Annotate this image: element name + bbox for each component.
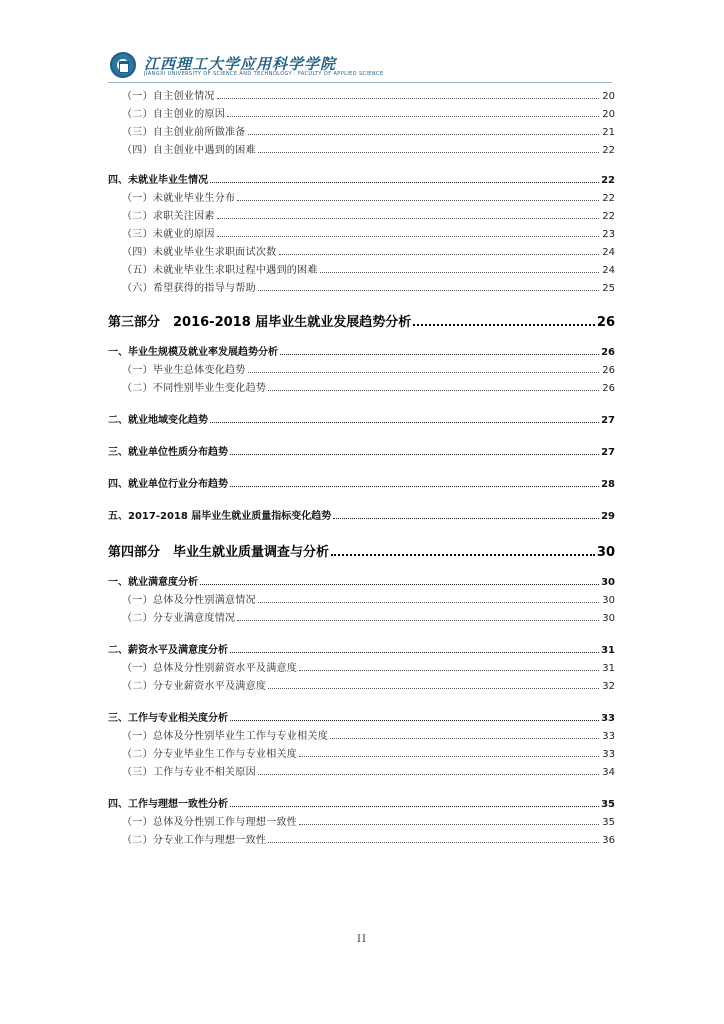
- toc-entry-title: 四、就业单位行业分布趋势: [108, 479, 228, 490]
- toc-entry-title: （二）分专业毕业生工作与专业相关度: [122, 749, 298, 760]
- toc-leader-dots: [230, 805, 599, 807]
- toc-leader-dots: [248, 371, 599, 373]
- school-name-en: JIANGXI UNIVERSITY OF SCIENCE AND TECHNOLOGY · FACULTY OF APPLIED SCIENCE: [144, 71, 384, 77]
- toc-subsection-entry[interactable]: [108, 724, 615, 742]
- toc-subsection-entry[interactable]: [108, 102, 615, 120]
- toc-leader-dots: [268, 841, 599, 843]
- toc-subsection-entry[interactable]: [108, 358, 615, 376]
- toc-entry-page: 29: [601, 511, 615, 522]
- toc-subsection-entry[interactable]: [108, 258, 615, 276]
- toc-entry-page: 34: [602, 767, 615, 778]
- toc-entry-page: 35: [602, 817, 615, 828]
- toc-entry-page: 31: [601, 645, 615, 656]
- toc-entry-title: （三）未就业的原因: [122, 229, 215, 240]
- toc-entry-page: 24: [602, 247, 615, 258]
- toc-leader-dots: [230, 719, 599, 721]
- toc-section-entry[interactable]: [108, 792, 615, 810]
- toc-leader-dots: [210, 421, 599, 423]
- toc-entry-page: 33: [602, 731, 615, 742]
- toc-entry-page: 24: [602, 265, 615, 276]
- toc-entry-title: 二、薪资水平及满意度分析: [108, 645, 228, 656]
- toc-entry-title: （二）自主创业的原因: [122, 109, 225, 120]
- toc-subsection-entry[interactable]: [108, 120, 615, 138]
- toc-leader-dots: [331, 553, 595, 556]
- toc-leader-dots: [330, 737, 599, 739]
- toc-section-entry[interactable]: [108, 340, 615, 358]
- toc-leader-dots: [210, 181, 599, 183]
- toc-entry-page: 20: [602, 91, 615, 102]
- toc-section-entry[interactable]: [108, 408, 615, 426]
- toc-entry-title: （一）自主创业情况: [122, 91, 215, 102]
- toc-leader-dots: [237, 199, 599, 201]
- toc-leader-dots: [217, 217, 599, 219]
- toc-entry-page: 30: [596, 545, 615, 560]
- toc-entry-page: 26: [602, 383, 615, 394]
- toc-subsection-entry[interactable]: [108, 810, 615, 828]
- toc-entry-page: 30: [602, 595, 615, 606]
- toc-entry-page: 26: [596, 315, 615, 330]
- toc-leader-dots: [237, 619, 599, 621]
- toc-entry-title: 第三部分 2016-2018 届毕业生就业发展趋势分析: [108, 315, 412, 330]
- toc-entry-title: （二）分专业薪资水平及满意度: [122, 681, 267, 692]
- toc-entry-title: （一）总体及分性别毕业生工作与专业相关度: [122, 731, 328, 742]
- toc-entry-title: （一）未就业毕业生分布: [122, 193, 236, 204]
- toc-entry-title: （五）未就业毕业生求职过程中遇到的困难: [122, 265, 318, 276]
- toc-entry-page: 21: [602, 127, 615, 138]
- toc-entry-title: 一、毕业生规模及就业率发展趋势分析: [108, 347, 278, 358]
- toc-leader-dots: [280, 353, 599, 355]
- toc-entry-title: 五、2017-2018 届毕业生就业质量指标变化趋势: [108, 511, 332, 522]
- toc-section-entry[interactable]: [108, 168, 615, 186]
- toc-entry-title: 一、就业满意度分析: [108, 577, 198, 588]
- toc-entry-title: （六）希望获得的指导与帮助: [122, 283, 256, 294]
- toc-entry-page: 22: [601, 175, 615, 186]
- toc-entry-page: 30: [602, 613, 615, 624]
- toc-section-entry[interactable]: [108, 504, 615, 522]
- toc-entry-title: （二）求职关注因素: [122, 211, 215, 222]
- toc-leader-dots: [217, 235, 599, 237]
- toc-leader-dots: [258, 773, 599, 775]
- toc-leader-dots: [268, 389, 599, 391]
- toc-leader-dots: [230, 453, 599, 455]
- toc-leader-dots: [299, 823, 599, 825]
- toc-leader-dots: [258, 601, 599, 603]
- toc-entry-title: （二）分专业工作与理想一致性: [122, 835, 267, 846]
- toc-subsection-entry[interactable]: [108, 84, 615, 102]
- toc-subsection-entry[interactable]: [108, 240, 615, 258]
- toc-leader-dots: [299, 755, 599, 757]
- toc-section-entry[interactable]: [108, 440, 615, 458]
- toc-entry-page: 33: [602, 749, 615, 760]
- toc-subsection-entry[interactable]: [108, 186, 615, 204]
- toc-leader-dots: [230, 651, 599, 653]
- toc-entry-title: （一）总体及分性别工作与理想一致性: [122, 817, 298, 828]
- toc-entry-title: （一）毕业生总体变化趋势: [122, 365, 246, 376]
- toc-leader-dots: [230, 485, 599, 487]
- toc-entry-page: 30: [601, 577, 615, 588]
- toc-entry-page: 22: [602, 193, 615, 204]
- toc-entry-title: 四、工作与理想一致性分析: [108, 799, 228, 810]
- toc-entry-title: （三）自主创业前所做准备: [122, 127, 246, 138]
- toc-subsection-entry[interactable]: [108, 376, 615, 394]
- toc-entry-page: 26: [601, 347, 615, 358]
- toc-leader-dots: [320, 271, 599, 273]
- toc-section-entry[interactable]: [108, 638, 615, 656]
- toc-entry-title: 二、就业地域变化趋势: [108, 415, 208, 426]
- toc-entry-title: （四）自主创业中遇到的困难: [122, 145, 256, 156]
- toc-entry-page: 27: [601, 415, 615, 426]
- toc-entry-page: 33: [601, 713, 615, 724]
- toc-subsection-entry[interactable]: [108, 222, 615, 240]
- toc-leader-dots: [258, 289, 599, 291]
- toc-entry-title: （二）分专业满意度情况: [122, 613, 236, 624]
- toc-leader-dots: [200, 583, 599, 585]
- toc-entry-page: 28: [601, 479, 615, 490]
- toc-entry-title: （二）不同性别毕业生变化趋势: [122, 383, 267, 394]
- toc-leader-dots: [268, 687, 599, 689]
- school-name: 江西理工大学应用科学学院: [144, 55, 337, 73]
- toc-leader-dots: [258, 151, 599, 153]
- toc-part-entry[interactable]: [108, 538, 615, 560]
- toc-entry-title: （一）总体及分性别满意情况: [122, 595, 256, 606]
- toc-entry-page: 20: [602, 109, 615, 120]
- toc-entry-title: 四、未就业毕业生情况: [108, 175, 208, 186]
- toc-entry-title: 三、就业单位性质分布趋势: [108, 447, 228, 458]
- toc-entry-page: 27: [601, 447, 615, 458]
- toc-leader-dots: [217, 97, 599, 99]
- page-header: [108, 52, 612, 80]
- page-number: II: [357, 934, 367, 945]
- toc-subsection-entry[interactable]: [108, 742, 615, 760]
- toc-entry-page: 35: [601, 799, 615, 810]
- toc-subsection-entry[interactable]: [108, 276, 615, 294]
- toc-leader-dots: [248, 133, 599, 135]
- toc-entry-title: 第四部分 毕业生就业质量调查与分析: [108, 545, 330, 560]
- toc-leader-dots: [227, 115, 599, 117]
- toc-entry-page: 32: [602, 681, 615, 692]
- toc-entry-title: （一）总体及分性别薪资水平及满意度: [122, 663, 298, 674]
- toc-entry-page: 25: [602, 283, 615, 294]
- toc-subsection-entry[interactable]: [108, 606, 615, 624]
- toc-subsection-entry[interactable]: [108, 588, 615, 606]
- toc-subsection-entry[interactable]: [108, 138, 615, 156]
- toc-section-entry[interactable]: [108, 570, 615, 588]
- toc-entry-page: 22: [602, 145, 615, 156]
- toc-entry-title: （四）未就业毕业生求职面试次数: [122, 247, 277, 258]
- toc-entry-title: 三、工作与专业相关度分析: [108, 713, 228, 724]
- toc-leader-dots: [413, 323, 595, 326]
- toc-leader-dots: [299, 669, 599, 671]
- toc-section-entry[interactable]: [108, 706, 615, 724]
- toc-entry-page: 23: [602, 229, 615, 240]
- university-logo-icon: [110, 52, 136, 78]
- toc-entry-page: 36: [602, 835, 615, 846]
- toc-entry-page: 31: [602, 663, 615, 674]
- toc-subsection-entry[interactable]: [108, 674, 615, 692]
- toc-subsection-entry[interactable]: [108, 828, 615, 846]
- toc-subsection-entry[interactable]: [108, 656, 615, 674]
- toc-entry-page: 22: [602, 211, 615, 222]
- header-divider: [108, 82, 612, 83]
- toc-part-entry[interactable]: [108, 308, 615, 330]
- toc-subsection-entry[interactable]: [108, 204, 615, 222]
- toc-subsection-entry[interactable]: [108, 760, 615, 778]
- table-of-contents: [108, 84, 615, 846]
- toc-entry-title: （三）工作与专业不相关原因: [122, 767, 256, 778]
- toc-leader-dots: [279, 253, 600, 255]
- toc-leader-dots: [333, 517, 599, 519]
- toc-section-entry[interactable]: [108, 472, 615, 490]
- toc-entry-page: 26: [602, 365, 615, 376]
